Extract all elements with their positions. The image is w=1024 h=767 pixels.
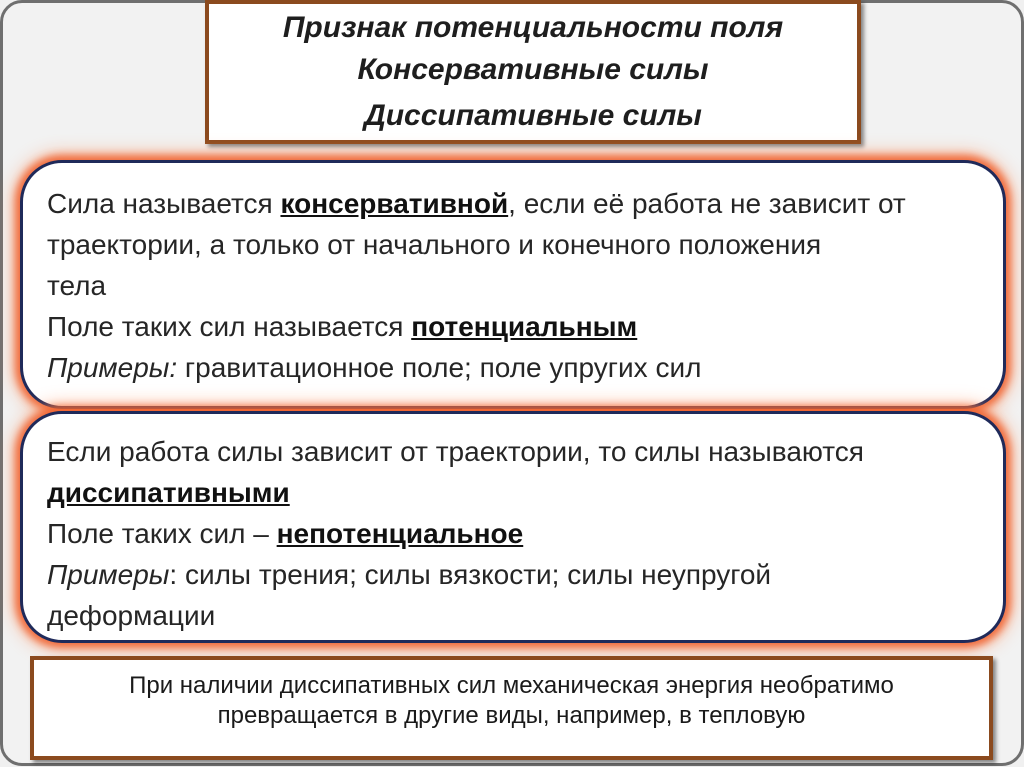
conclusion-line-1: При наличии диссипативных сил механическая энергия необратимо [129,672,894,699]
conservative-term: консервативной [280,188,509,219]
dissipative-text [47,431,985,636]
potential-prefix: Поле таких сил называется [47,311,412,342]
conservative-definition-line-2: траектории, а только от начального и конечного положения [47,229,822,260]
conservative-examples-label: Примеры: [47,352,178,383]
nonpotential-field-line [47,513,985,554]
conservative-examples-text: гравитационное поле; поле упругих сил [177,352,702,383]
potential-term: потенциальным [411,311,638,342]
dissipative-forces-panel [20,411,1006,643]
dissipative-definition-line-1: Если работа силы зависит от траектории, то силы называются [47,436,864,467]
dissipative-term: диссипативными [47,477,290,508]
dissipative-examples-line [47,554,985,595]
potential-field-line [47,306,985,347]
conservative-definition-line-3: тела [47,270,107,301]
title-line-1: Признак потенциальности поля [282,11,784,44]
dissipative-examples-line-2: деформации [47,600,216,631]
conservative-suffix: , если её работа не зависит от [508,188,906,219]
title-line-2: Консервативные силы [357,53,709,86]
dissipative-examples-label: Примеры [47,559,170,590]
conservative-forces-panel [20,160,1006,409]
conservative-prefix: Сила называется [47,188,281,219]
conservative-text [47,183,985,388]
conservative-examples-line [47,347,985,388]
conclusion-text [34,671,989,731]
nonpotential-term: непотенциальное [276,518,524,549]
dissipative-definition-line-2 [47,472,985,513]
conclusion-box [30,656,993,760]
nonpotential-prefix: Поле таких сил – [47,518,277,549]
dissipative-examples-text: : силы трения; силы вязкости; силы неупругой [169,559,772,590]
conclusion-line-2: превращается в другие виды, например, в тепловую [217,702,806,729]
conservative-definition-line-1 [47,183,985,224]
title-line-3: Диссипативные силы [364,99,702,132]
title-box [205,0,861,144]
